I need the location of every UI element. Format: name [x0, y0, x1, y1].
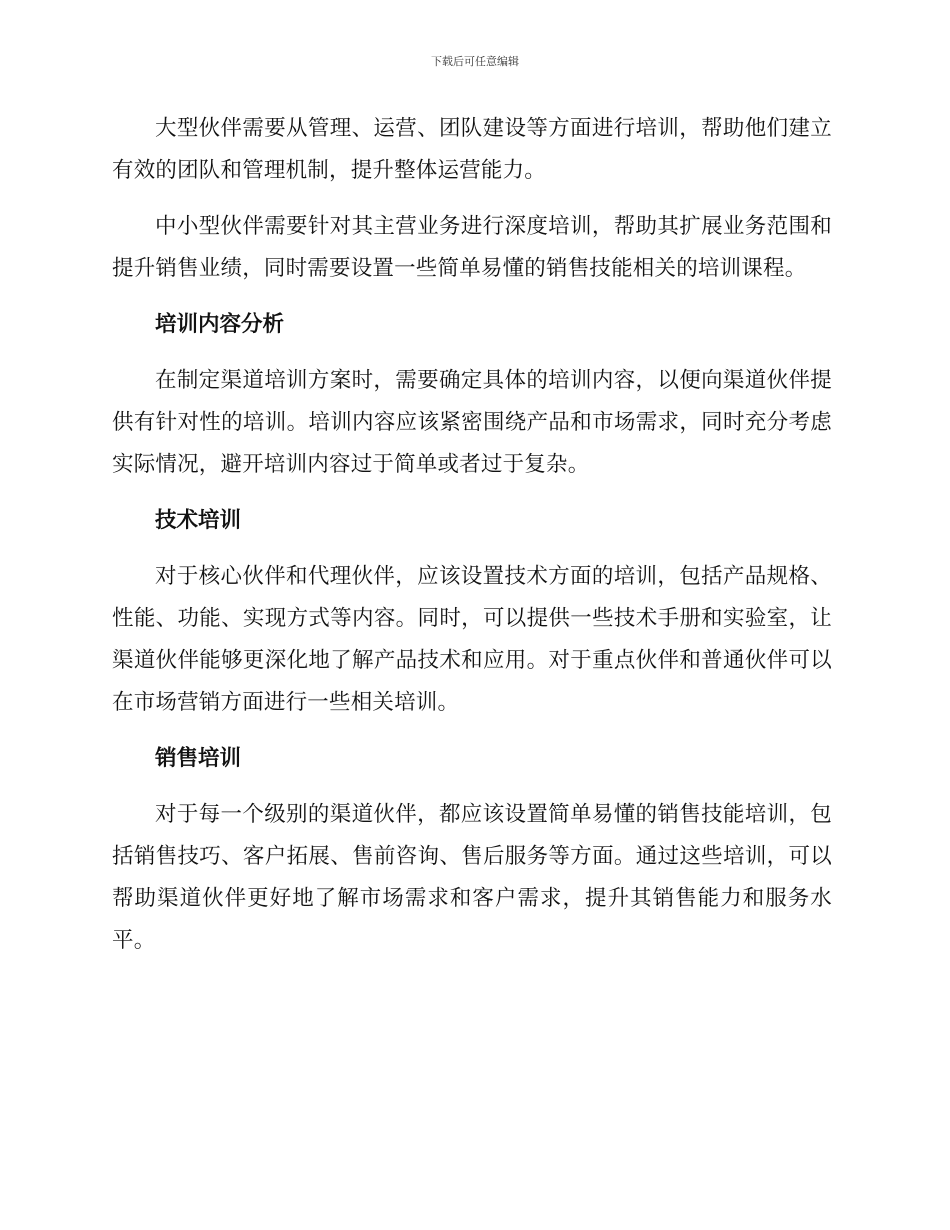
paragraph-sales-training: 对于每一个级别的渠道伙伴，都应该设置简单易懂的销售技能培训，包括销售技巧、客户拓展、售前咨询、售后服务等方面。通过这些培训，可以帮助渠道伙伴更好地了解市场需求和客户需求，提升其销售能力和服务水平。 [112, 802, 832, 953]
page-header: 下载后可任意编辑 [431, 55, 519, 68]
paragraph-small-medium-partners: 中小型伙伴需要针对其主营业务进行深度培训，帮助其扩展业务范围和提升销售业绩，同时需要设置一些简单易懂的销售技能相关的培训课程。 [112, 214, 832, 281]
heading-technical-training: 技术培训 [155, 508, 242, 533]
paragraph-large-partners: 大型伙伴需要从管理、运营、团队建设等方面进行培训，帮助他们建立有效的团队和管理机制，提升整体运营能力。 [112, 116, 832, 183]
heading-sales-training: 销售培训 [155, 746, 242, 771]
paragraph-training-content: 在制定渠道培训方案时，需要确定具体的培训内容，以便向渠道伙伴提供有针对性的培训。培训内容应该紧密围绕产品和市场需求，同时充分考虑实际情况，避开培训内容过于简单或者过于复杂。 [112, 368, 832, 477]
document-body [112, 108, 832, 962]
paragraph-technical-training: 对于核心伙伴和代理伙伴，应该设置技术方面的培训，包括产品规格、性能、功能、实现方式等内容。同时，可以提供一些技术手册和实验室，让渠道伙伴能够更深化地了解产品技术和应用。对于重点伙伴和普通伙伴可以在市场营销方面进行一些相关培训。 [112, 564, 832, 715]
heading-training-content-analysis: 培训内容分析 [155, 312, 285, 337]
